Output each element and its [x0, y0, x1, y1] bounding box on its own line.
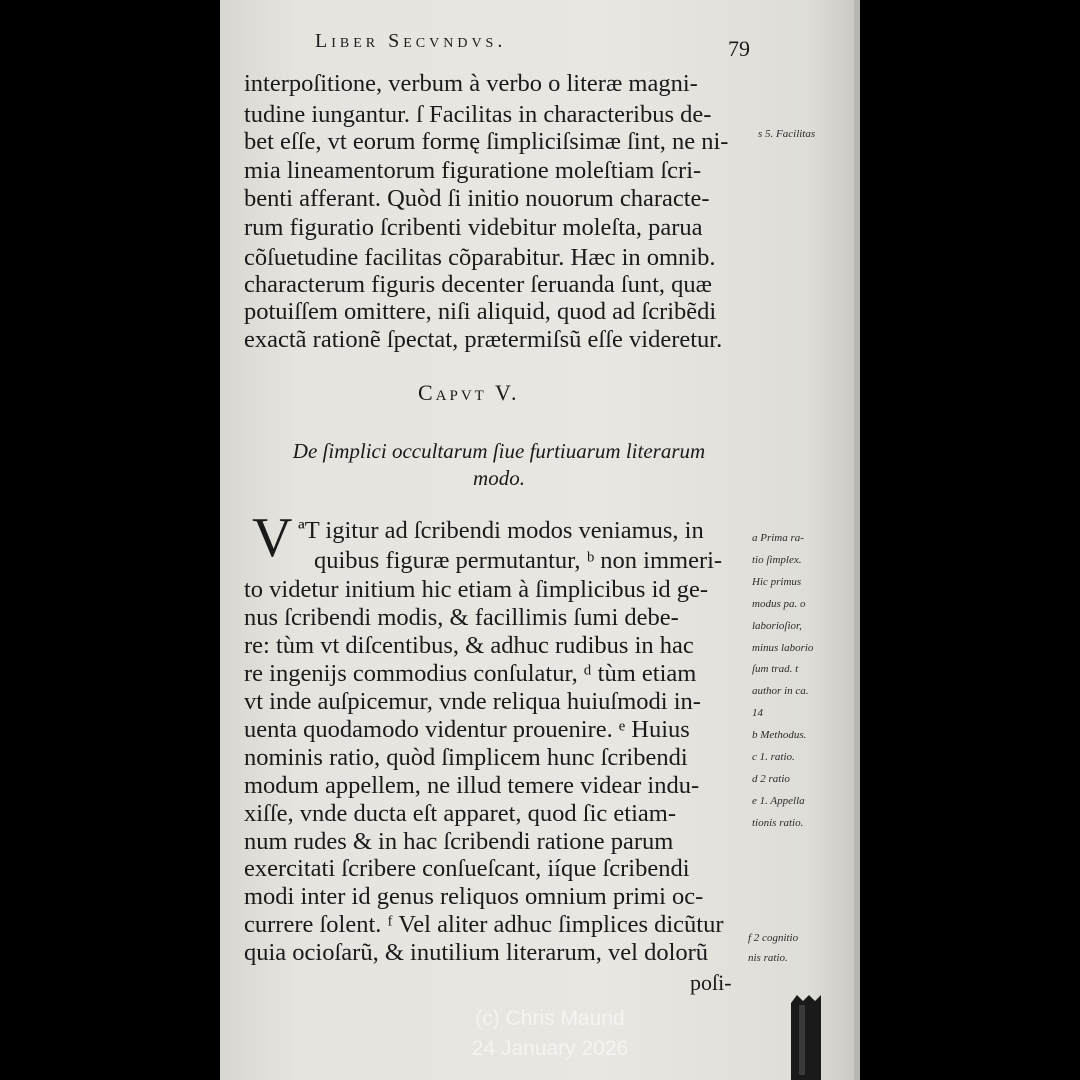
text-line: rum figuratio ſcribenti videbitur moleſta, parua [244, 214, 703, 241]
text-line: re ingenijs commodius conſulatur, ᵈ tùm etiam [244, 660, 697, 687]
margin-note: tionis ratio. [752, 816, 804, 829]
page-number: 79 [728, 36, 750, 61]
margin-note: ſum trad. t [752, 663, 799, 676]
margin-note: laborioſior, [752, 619, 802, 632]
margin-note: author in ca. [752, 685, 809, 698]
margin-notes-bottom [748, 928, 848, 968]
text-line: benti afferant. Quòd ſi initio nouorum characte- [244, 185, 710, 212]
text-line: vt inde auſpicemur, vnde reliqua huiuſmodi in- [244, 688, 701, 715]
text-line: re: tùm vt diſcentibus, & adhuc rudibus in hac [244, 632, 694, 659]
text-line: exercitati ſcribere conſueſcant, iíque ſcribendi [244, 855, 690, 882]
book-page [220, 0, 860, 1080]
margin-note: minus laborio [752, 641, 814, 654]
text-line: uenta quodamodo videntur prouenire. ᵉ Huius [244, 716, 690, 743]
text-line: modum appellem, ne illud temere videar indu- [244, 772, 700, 799]
margin-note: Hic primus [752, 575, 802, 588]
text-line: quibus figuræ permutantur, ᵇ non immeri- [314, 547, 723, 574]
text-line: modi inter id genus reliquos omnium primi oc- [244, 883, 704, 910]
text-line: exactã rationẽ ſpectat, prætermiſsũ eſſe videretur. [244, 326, 723, 353]
drop-cap: V [252, 507, 293, 569]
text-line: cõſuetudine facilitas cõparabitur. Hæc in omnib. [244, 244, 716, 271]
margin-note: b Methodus. [752, 729, 807, 742]
margin-note: f 2 cognitio [748, 932, 799, 944]
text-line: num rudes & in hac ſcribendi ratione parum [244, 828, 674, 855]
text-line: quia ocioſarũ, & inutilium literarum, vel dolorũ [244, 939, 709, 966]
margin-note: c 1. ratio. [752, 751, 795, 764]
text-line: xiſſe, vnde ducta eſt apparet, quod ſic etiam- [244, 800, 676, 827]
copyright-watermark [300, 1004, 800, 1064]
text-line: nus ſcribendi modis, & facillimis ſumi debe- [244, 604, 679, 631]
margin-note: 14 [752, 707, 763, 720]
text-line: ªT igitur ad ſcribendi modos veniamus, in [298, 517, 704, 544]
margin-note: tio ſimplex. [752, 553, 802, 566]
margin-note: modus pa. o [752, 597, 806, 610]
text-line: potuiſſem omittere, niſi aliquid, quod ad ſcribẽdi [244, 298, 717, 325]
chapter-subtitle [264, 438, 734, 492]
text-line: nominis ratio, quòd ſimplicem hunc ſcribendi [244, 744, 688, 771]
text-line: currere ſolent. ᶠ Vel aliter adhuc ſimplices dicũtur [244, 911, 724, 938]
margin-note: e 1. Appella [752, 794, 805, 807]
margin-note: d 2 ratio [752, 772, 790, 785]
margin-note: nis ratio. [748, 952, 788, 964]
watermark-line: 24 January 2026 [471, 1037, 629, 1060]
text-line: mia lineamentorum figuratione moleſtiam ſcri- [244, 157, 702, 184]
chapter-title: Capvt V. [418, 380, 520, 405]
catchword: poſi- [690, 970, 732, 995]
margin-note: s 5. Facilitas [758, 128, 816, 140]
text-line: to videtur initium hic etiam à ſimplicibus id ge- [244, 576, 709, 603]
subtitle-line: modo. [473, 466, 525, 490]
margin-notes [752, 528, 852, 835]
text-line: interpoſitione, verbum à verbo o literæ magni- [244, 70, 698, 97]
margin-note: a Prima ra- [752, 532, 804, 544]
text-line: bet eſſe, vt eorum formę ſimpliciſsimæ ſint, ne ni- [244, 128, 729, 155]
text-line: tudine iungantur. ſ Facilitas in characteribus de- [244, 101, 712, 128]
watermark-line: (c) Chris Maund [475, 1007, 625, 1030]
text-line: characterum figuris decenter ſeruanda ſunt, quæ [244, 271, 713, 298]
subtitle-line: De ſimplici occultarum ſiue furtiuarum literarum [292, 439, 706, 463]
running-header: Liber Secvndvs. [315, 30, 507, 52]
